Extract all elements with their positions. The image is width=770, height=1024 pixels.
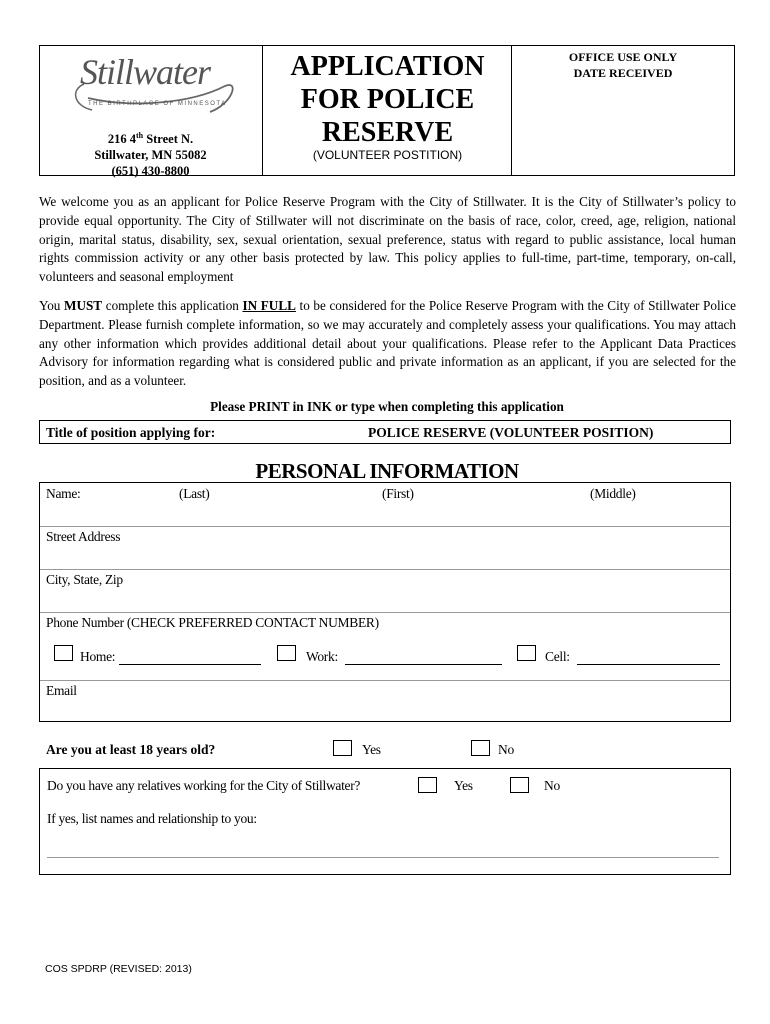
cell-phone-checkbox[interactable]	[517, 645, 536, 661]
address-phone: (651) 430-8800	[111, 164, 190, 179]
street-address-label: Street Address	[46, 529, 121, 544]
office-use-label: OFFICE USE ONLY DATE RECEIVED	[568, 50, 678, 80]
home-phone-checkbox[interactable]	[54, 645, 73, 661]
intro-paragraph-equal-opportunity: We welcome you as an applicant for Police Reserve Program with the City of Stillwater. It is the City of Stillwater’s policy to provide equal opportunity. The City of Stillwater will not discriminate on the basis of race, color, creed, age, religion, national origin, marital status, disability, sex, sexual orientation, sexual preference, status with regard to public assistance, local human rights commission activity or any other basis protected by law. This policy applies to full-time, part-time, temporary, on-call, volunteers and seasonal employment	[39, 194, 736, 285]
work-phone-field[interactable]	[345, 664, 502, 665]
section-title-personal-information: PERSONAL INFORMATION	[255, 459, 519, 483]
name-field[interactable]	[40, 503, 730, 525]
email-label: Email	[46, 683, 77, 698]
row-divider	[40, 612, 730, 613]
header-box	[39, 45, 735, 179]
row-divider	[40, 526, 730, 527]
address-city: Stillwater, MN 55082	[94, 148, 207, 163]
age-yes-checkbox[interactable]	[333, 740, 352, 756]
work-phone-checkbox[interactable]	[277, 645, 296, 661]
cell-phone-label: Cell:	[545, 649, 570, 664]
form-subtitle: (VOLUNTEER POSTITION)	[312, 148, 463, 162]
age-yes-label: Yes	[362, 742, 381, 757]
address-street: 216 4th Street N.	[107, 131, 194, 147]
age-question: Are you at least 18 years old?	[46, 742, 216, 757]
personal-information-box	[39, 482, 731, 722]
home-phone-label: Home:	[80, 649, 116, 664]
email-field[interactable]	[40, 700, 730, 720]
form-title: APPLICATION FOR POLICE RESERVE	[290, 51, 485, 148]
relatives-yes-checkbox[interactable]	[418, 777, 437, 793]
intro-paragraph-instructions: You MUST complete this application IN FULL to be considered for the Police Reserve Program with the City of Stillwater Police Department. Please furnish complete information, so we may accurately and completely assess your qualifications. You may attach any other information which provides additional detail about your qualifications. Please refer to the Applicant Data Practices Advisory for information regarding what is considered public and private information as an applicant, if you are selected for the position, and as a volunteer.	[39, 298, 737, 389]
last-name-label: (Last)	[179, 486, 210, 501]
logo-tagline: THE BIRTHPLACE OF MINNESOTA	[88, 101, 227, 107]
position-box	[39, 420, 731, 444]
street-address-field[interactable]	[40, 546, 730, 568]
age-no-label: No	[498, 742, 514, 757]
relatives-no-label: No	[544, 778, 560, 793]
relatives-list-field[interactable]	[47, 857, 719, 858]
header-title-cell	[263, 46, 512, 175]
position-label: Title of position applying for:	[46, 425, 216, 440]
relatives-box	[39, 768, 731, 875]
phone-number-label: Phone Number (CHECK PREFERRED CONTACT NUMBER)	[46, 615, 379, 630]
header-left-cell	[40, 46, 263, 179]
position-value: POLICE RESERVE (VOLUNTEER POSITION)	[368, 425, 654, 440]
middle-name-label: (Middle)	[590, 486, 636, 501]
city-logo	[40, 46, 261, 126]
age-no-checkbox[interactable]	[471, 740, 490, 756]
logo-wordmark: Stillwater	[80, 52, 211, 92]
relatives-yes-label: Yes	[454, 778, 473, 793]
form-code-footer: COS SPDRP (REVISED: 2013)	[45, 963, 192, 975]
relatives-question: Do you have any relatives working for the City of Stillwater?	[47, 778, 361, 793]
name-label: Name:	[46, 486, 81, 501]
city-address	[40, 128, 261, 179]
city-state-zip-label: City, State, Zip	[46, 572, 123, 587]
relatives-no-checkbox[interactable]	[510, 777, 529, 793]
first-name-label: (First)	[382, 486, 414, 501]
cell-phone-field[interactable]	[577, 664, 720, 665]
row-divider	[40, 569, 730, 570]
city-state-zip-field[interactable]	[40, 589, 730, 611]
print-instruction: Please PRINT in INK or type when completing this application	[210, 399, 564, 414]
relatives-list-prompt: If yes, list names and relationship to you:	[47, 811, 257, 826]
office-use-cell	[512, 46, 734, 175]
home-phone-field[interactable]	[119, 664, 261, 665]
work-phone-label: Work:	[306, 649, 338, 664]
row-divider	[40, 680, 730, 681]
